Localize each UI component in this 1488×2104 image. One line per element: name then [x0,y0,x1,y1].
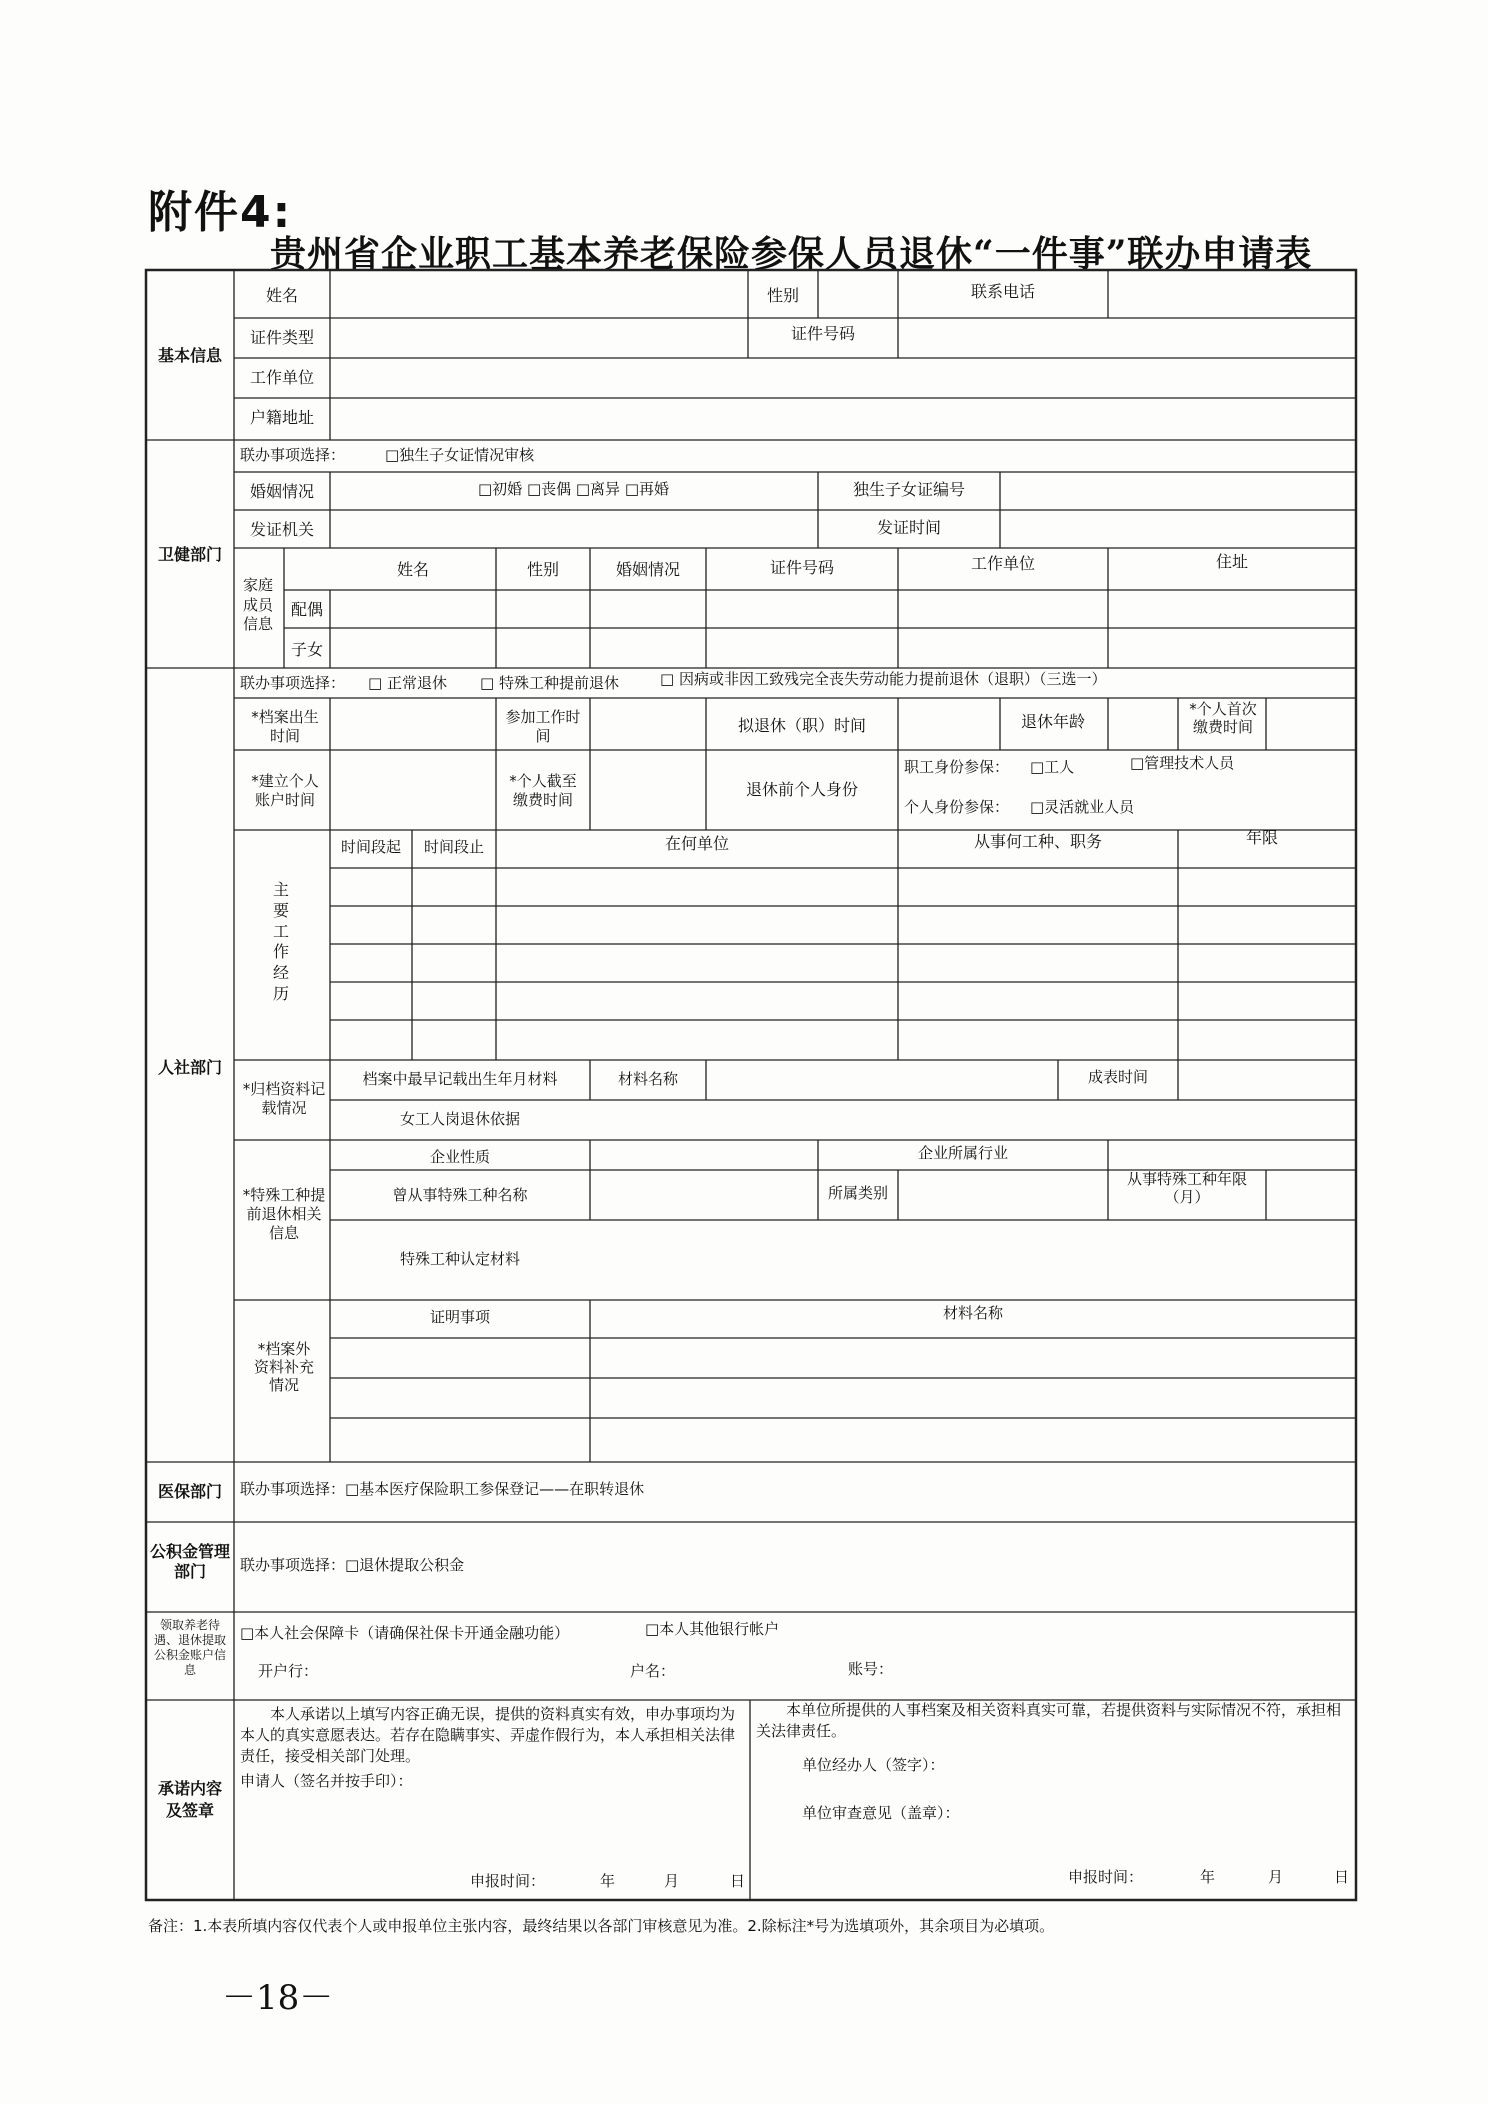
section-medical: 医保部门 [157,1482,223,1501]
label-female-basis: 女工人岗退休依据 [399,1110,521,1128]
family-col-address: 住址 [1215,552,1249,571]
work-experience-label: 主要工作经历 [273,880,290,1003]
hrss-option-disability[interactable]: □ 因病或非因工致残完全丧失劳动能力提前退休（退职）（三选一） [660,670,1107,688]
exp-col-years: 年限 [1245,828,1279,847]
bank-option-other[interactable]: □本人其他银行帐户 [645,1620,780,1638]
page-title: 贵州省企业职工基本养老保险参保人员退休“一件事”联办申请表 [270,233,1313,275]
exp-col-job: 从事何工种、职务 [973,832,1103,851]
label-issue-date: 发证时间 [876,518,942,537]
left-day: 日 [730,1872,746,1890]
label-phone: 联系电话 [970,282,1036,301]
left-year: 年 [600,1872,616,1890]
label-formed-time: 成表时间 [1087,1068,1149,1086]
left-declare-time: 申报时间： [470,1872,546,1890]
label-special-material: 特殊工种认定材料 [399,1250,521,1268]
label-retire-time: 拟退休（职）时间 [737,716,867,735]
section-basic-info: 基本信息 [157,346,223,365]
family-col-marriage: 婚姻情况 [615,560,681,579]
label-marriage: 婚姻情况 [249,482,315,501]
attachment-label: 附件4: [148,187,293,238]
section-hrss: 人社部门 [157,1058,223,1077]
label-extra-material-name: 材料名称 [942,1304,1004,1322]
label-id-number: 证件号码 [790,324,856,343]
hrss-option-special[interactable]: □ 特殊工种提前退休 [480,674,619,692]
special-info-label: *特殊工种提前退休相关信息 [242,1186,326,1242]
unit-pledge-text: 本单位所提供的人事档案及相关资料真实可靠，若提供资料与实际情况不符，承担相关法律责任。 [756,1701,1342,1740]
label-only-child-number: 独生子女证编号 [852,480,966,499]
label-unit-opinion: 单位审查意见（盖章）： [802,1804,960,1822]
family-child: 子女 [290,640,324,659]
label-name: 姓名 [265,286,299,305]
form-border [146,270,1356,1900]
page-number: －18－ [222,1978,334,2018]
family-col-id: 证件号码 [769,558,835,577]
label-join-work: 参加工作时间 [505,708,581,745]
right-year: 年 [1200,1868,1216,1886]
family-col-name: 姓名 [396,560,430,579]
exp-col-start: 时间段起 [340,838,402,856]
option-flexible[interactable]: □灵活就业人员 [1030,798,1135,816]
label-gender: 性别 [766,286,800,305]
hrss-option-normal[interactable]: □ 正常退休 [368,674,447,692]
label-individual-insured: 个人身份参保： [904,798,1010,816]
hrss-service-select: 联办事项选择： [240,674,346,692]
option-worker[interactable]: □工人 [1030,758,1075,776]
archive-label: *归档资料记载情况 [242,1080,326,1117]
option-manager[interactable]: □管理技术人员 [1130,754,1235,772]
marriage-options[interactable]: □初婚 □丧偶 □离异 □再婚 [478,480,669,498]
label-unit-handler: 单位经办人（签字）： [802,1756,945,1774]
label-household-address: 户籍地址 [249,408,315,427]
label-file-birth: *档案出生时间 [251,708,319,745]
label-category: 所属类别 [827,1184,889,1202]
right-month: 月 [1268,1868,1284,1886]
label-worker-insured: 职工身份参保： [904,758,1010,776]
family-info-label: 家庭成员信息 [242,576,273,633]
footnote: 备注：1.本表所填内容仅代表个人或申报单位主张内容，最终结果以各部门审核意见为准。2.除标注*号为选填项外，其余项目为必填项。 [148,1917,1055,1935]
label-bank-name: 开户行： [258,1662,319,1680]
label-issuer: 发证机关 [249,520,315,539]
label-account-name: 户名： [630,1662,676,1680]
label-first-payment: *个人首次缴费时间 [1189,700,1257,736]
section-bank-account: 领取养老待遇、退休提取公积金账户信息 [153,1618,226,1677]
family-col-gender: 性别 [526,560,560,579]
left-month: 月 [664,1872,680,1890]
label-enterprise-nature: 企业性质 [429,1148,491,1166]
label-account-number: 账号： [848,1660,894,1678]
medical-service-option[interactable]: 联办事项选择：□基本医疗保险职工参保登记——在职转退休 [240,1480,645,1498]
label-retire-age: 退休年龄 [1020,712,1086,731]
exp-col-end: 时间段止 [423,838,485,856]
label-account-time: *建立个人账户时间 [251,772,319,809]
section-housing-fund: 公积金管理部门 [150,1542,231,1581]
section-pledge: 承诺内容及签章 [157,1779,222,1821]
applicant-pledge-text: 本人承诺以上填写内容正确无误，提供的资料真实有效，申办事项均为本人的真实意愿表达。若存在隐瞒事实、弄虚作假行为，本人承担相关法律责任，接受相关部门处理。 [240,1705,736,1765]
label-earliest-birth-material: 档案中最早记载出生年月材料 [362,1070,558,1088]
bank-option-social-card[interactable]: □本人社会保障卡（请确保社保卡开通金融功能） [240,1624,570,1642]
extra-materials-label: *档案外资料补充情况 [253,1340,314,1394]
label-work-unit: 工作单位 [249,368,315,387]
right-day: 日 [1334,1868,1350,1886]
right-declare-time: 申报时间： [1068,1868,1144,1886]
family-spouse: 配偶 [290,600,324,619]
health-option-only-child[interactable]: □独生子女证情况审核 [385,446,535,464]
label-payment-end: *个人截至缴费时间 [509,772,577,809]
fund-service-option[interactable]: 联办事项选择：□退休提取公积金 [240,1556,465,1574]
label-special-years: 从事特殊工种年限（月） [1126,1170,1247,1206]
health-service-select: 联办事项选择： [240,446,346,464]
family-col-unit: 工作单位 [970,554,1036,573]
section-health: 卫健部门 [157,545,223,564]
label-material-name: 材料名称 [617,1070,679,1088]
exp-col-unit: 在何单位 [664,834,730,853]
label-applicant-sign: 申请人（签名并按手印）： [240,1772,413,1790]
grid-lines [146,270,1356,1900]
label-special-type-name: 曾从事特殊工种名称 [392,1186,528,1204]
label-identity-before: 退休前个人身份 [745,780,859,799]
label-proof-item: 证明事项 [429,1308,491,1326]
label-id-type: 证件类型 [249,328,315,347]
label-enterprise-industry: 企业所属行业 [917,1144,1009,1162]
